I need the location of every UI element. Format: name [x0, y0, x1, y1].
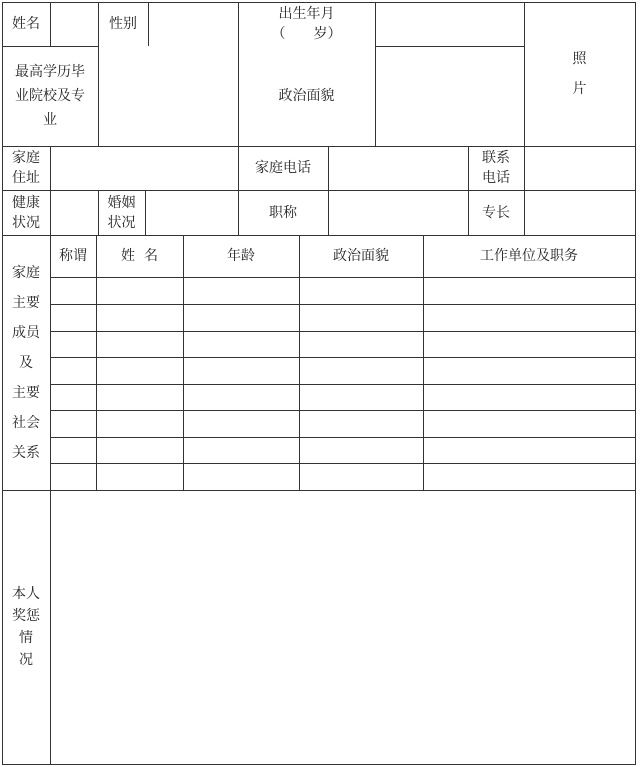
- address-label-line1: 家庭: [12, 150, 40, 166]
- home-phone-label: [238, 146, 328, 190]
- family-header-age: [183, 235, 299, 277]
- family-header-work: [423, 235, 635, 277]
- family-label-line: 及: [19, 354, 33, 371]
- family-label-line: 社会: [12, 414, 40, 431]
- name-label-text: 姓名: [12, 16, 40, 32]
- home-phone-value-cell[interactable]: [329, 147, 468, 190]
- family-label-line: 家庭: [12, 264, 40, 281]
- table-row[interactable]: [51, 438, 635, 463]
- address-value-cell[interactable]: [51, 147, 238, 190]
- name-value-cell[interactable]: [51, 3, 98, 46]
- birth-value-cell[interactable]: [376, 3, 524, 46]
- marital-label-line2: 状况: [107, 214, 136, 231]
- marital-label: [98, 190, 145, 235]
- specialty-label: [468, 190, 524, 235]
- awards-label-line: 况: [19, 652, 33, 668]
- contact-phone-label-line1: 联系: [482, 150, 510, 166]
- photo-label-line1: 照: [572, 51, 587, 67]
- family-section-label: [2, 235, 50, 490]
- job-title-label: [238, 190, 328, 235]
- table-row[interactable]: [51, 411, 635, 437]
- table-row[interactable]: [51, 385, 635, 410]
- family-header-name-text: 姓 名: [121, 248, 158, 264]
- awards-label: [2, 490, 50, 764]
- table-row[interactable]: [51, 358, 635, 384]
- family-header-political-text: 政治面貌: [333, 248, 389, 264]
- family-header-political: [299, 235, 423, 277]
- specialty-label-text: 专长: [482, 204, 510, 221]
- border-bottom: [2, 764, 636, 765]
- home-phone-label-text: 家庭电话: [255, 160, 311, 176]
- marital-value-cell[interactable]: [146, 191, 238, 235]
- contact-phone-value-cell[interactable]: [525, 147, 635, 190]
- education-label: [2, 46, 98, 146]
- political-label: [238, 46, 375, 146]
- family-header-name: [96, 235, 183, 277]
- table-row[interactable]: [51, 332, 635, 357]
- awards-label-line: 本人: [12, 586, 40, 602]
- birth-label-line2: （ 岁）: [271, 26, 342, 42]
- gender-label-text: 性别: [109, 16, 137, 32]
- family-label-line: 关系: [12, 444, 40, 461]
- family-header-relation-text: 称谓: [59, 248, 87, 264]
- photo-label-line2: 片: [572, 81, 587, 97]
- education-value-cell[interactable]: [99, 47, 238, 146]
- birth-label: [238, 2, 375, 46]
- address-label: [2, 146, 50, 190]
- name-label: [2, 2, 50, 46]
- education-label-line3: 业: [43, 112, 57, 128]
- contact-phone-label: [468, 146, 524, 190]
- table-row[interactable]: [51, 305, 635, 331]
- family-label-line: 主要: [12, 384, 40, 401]
- gender-label: [98, 2, 148, 46]
- gender-value-cell[interactable]: [149, 3, 238, 46]
- education-label-line1: 最高学历毕: [15, 64, 85, 80]
- family-label-line: 主要: [12, 294, 40, 311]
- awards-value-cell[interactable]: [51, 491, 635, 764]
- awards-label-line: 情: [19, 630, 33, 646]
- contact-phone-label-line2: 电话: [482, 170, 510, 186]
- family-header-work-text: 工作单位及职务: [480, 248, 578, 264]
- health-label-line1: 健康: [12, 194, 40, 211]
- education-label-line2: 业院校及专: [15, 88, 85, 104]
- family-header-relation: [50, 235, 96, 277]
- health-label: [2, 190, 50, 235]
- table-row[interactable]: [51, 278, 635, 304]
- photo-cell: [524, 2, 635, 146]
- border-right: [635, 2, 636, 765]
- job-title-value-cell[interactable]: [329, 191, 468, 235]
- political-label-text: 政治面貌: [278, 88, 335, 104]
- health-label-line2: 状况: [12, 214, 40, 231]
- job-title-label-text: 职称: [269, 204, 297, 221]
- birth-label-line1: 出生年月: [278, 6, 335, 22]
- awards-label-line: 奖惩: [12, 608, 40, 624]
- health-value-cell[interactable]: [51, 191, 98, 235]
- family-label-line: 成员: [12, 324, 40, 341]
- family-header-age-text: 年龄: [227, 248, 255, 264]
- specialty-value-cell[interactable]: [525, 191, 635, 235]
- marital-label-line1: 婚姻: [107, 194, 136, 211]
- table-row[interactable]: [51, 464, 635, 490]
- political-value-cell[interactable]: [376, 47, 524, 146]
- address-label-line2: 住址: [12, 170, 40, 186]
